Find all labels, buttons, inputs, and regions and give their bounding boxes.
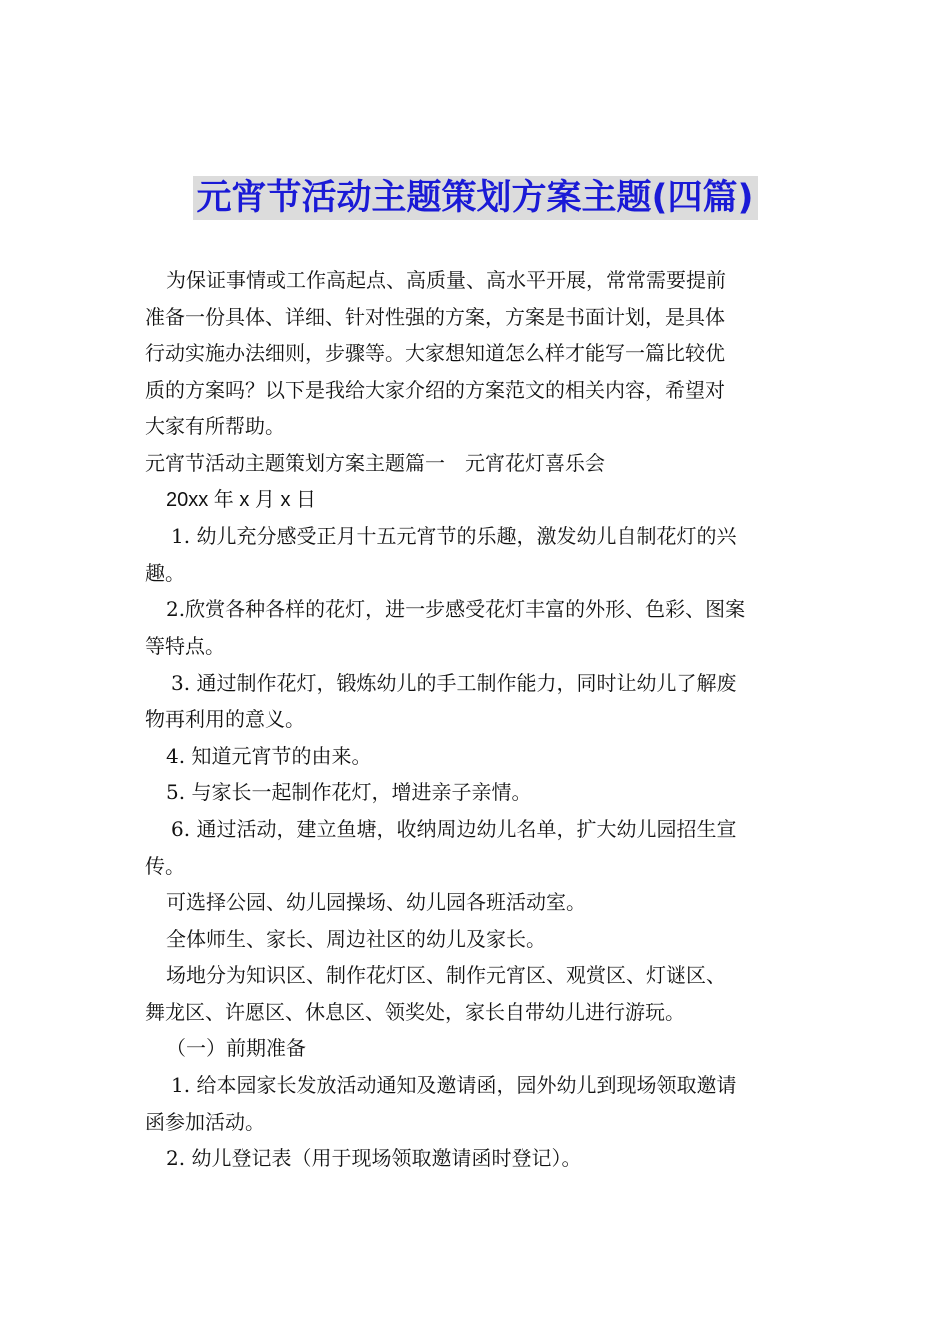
paragraph-line: 全体师生、家长、周边社区的幼儿及家长。 (166, 926, 546, 951)
page-title: 元宵节活动主题策划方案主题(四篇) (193, 176, 758, 220)
list-item: 2.欣赏各种各样的花灯，进一步感受花灯丰富的外形、色彩、图案 (166, 597, 746, 622)
list-item-continuation: 传。 (145, 853, 185, 878)
date-line: 20xx 年 x 月 x 日 (166, 488, 317, 511)
paragraph-line: 可选择公园、幼儿园操场、幼儿园各班活动室。 (166, 890, 586, 915)
subsection-heading: （一）前期准备 (166, 1036, 306, 1061)
title-container (0, 176, 950, 220)
list-item: 3. 通过制作花灯，锻炼幼儿的手工制作能力，同时让幼儿了解废 (171, 670, 737, 695)
section-heading: 元宵节活动主题策划方案主题篇一 元宵花灯喜乐会 (145, 450, 605, 475)
list-item: 4. 知道元宵节的由来。 (166, 743, 372, 768)
paragraph-line: 准备一份具体、详细、针对性强的方案，方案是书面计划，是具体 (145, 304, 725, 329)
paragraph-line: 行动实施办法细则，步骤等。大家想知道怎么样才能写一篇比较优 (145, 341, 725, 366)
list-item: 1. 幼儿充分感受正月十五元宵节的乐趣，激发幼儿自制花灯的兴 (171, 524, 737, 549)
list-item-continuation: 趣。 (145, 560, 185, 585)
list-item: 1. 给本园家长发放活动通知及邀请函，园外幼儿到现场领取邀请 (171, 1073, 737, 1098)
list-item-continuation: 物再利用的意义。 (145, 707, 305, 732)
list-item: 6. 通过活动，建立鱼塘，收纳周边幼儿名单，扩大幼儿园招生宣 (171, 816, 737, 841)
paragraph-line: 场地分为知识区、制作花灯区、制作元宵区、观赏区、灯谜区、 (166, 963, 726, 988)
paragraph-line: 大家有所帮助。 (145, 414, 285, 439)
paragraph-line: 为保证事情或工作高起点、高质量、高水平开展，常常需要提前 (166, 268, 726, 292)
list-item: 5. 与家长一起制作花灯，增进亲子亲情。 (166, 780, 532, 805)
document-body (145, 262, 810, 1177)
list-item-continuation: 等特点。 (145, 633, 225, 658)
paragraph-line: 舞龙区、许愿区、休息区、领奖处，家长自带幼儿进行游玩。 (145, 999, 685, 1024)
paragraph-line: 质的方案吗？以下是我给大家介绍的方案范文的相关内容，希望对 (145, 377, 725, 402)
list-item-continuation: 函参加活动。 (145, 1109, 265, 1134)
list-item: 2. 幼儿登记表（用于现场领取邀请函时登记）。 (166, 1146, 582, 1171)
